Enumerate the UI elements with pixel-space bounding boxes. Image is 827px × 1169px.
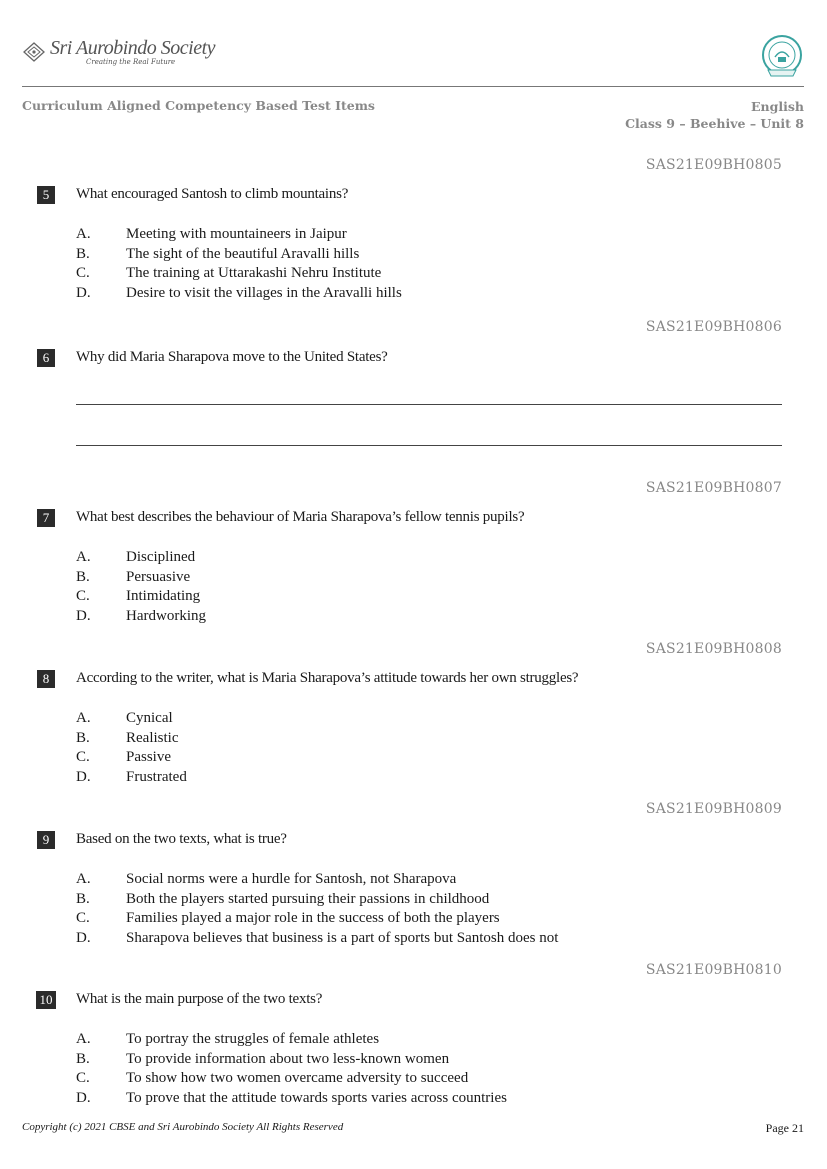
option-a: A. Disciplined bbox=[76, 549, 196, 565]
document-series-title: Curriculum Aligned Competency Based Test Items bbox=[22, 98, 375, 113]
copyright-notice: Copyright (c) 2021 CBSE and Sri Aurobindo Society All Rights Reserved bbox=[22, 1121, 344, 1133]
option-a: A. To portray the struggles of female athletes bbox=[76, 1031, 380, 1047]
cbse-seal-icon bbox=[760, 34, 804, 78]
option-b: B. Both the players started pursuing their passions in childhood bbox=[76, 890, 490, 907]
question-text: What is the main purpose of the two texts? bbox=[76, 991, 323, 1007]
option-d: D. Sharapova believes that business is a part of sports but Santosh does not bbox=[76, 929, 559, 946]
item-code: SAS21E09BH0808 bbox=[645, 641, 782, 657]
question-text: Why did Maria Sharapova move to the United States? bbox=[76, 349, 388, 365]
question-number: 6 bbox=[37, 349, 55, 367]
item-code: SAS21E09BH0805 bbox=[645, 157, 782, 173]
question-number: 7 bbox=[37, 509, 55, 527]
question-number: 5 bbox=[37, 186, 55, 204]
option-a: A. Meeting with mountaineers in Jaipur bbox=[76, 226, 347, 242]
subject-label: English bbox=[751, 99, 804, 114]
answer-line[interactable] bbox=[76, 445, 782, 446]
option-c: C. Families played a major role in the success of both the players bbox=[76, 910, 500, 926]
item-code: SAS21E09BH0809 bbox=[645, 801, 782, 817]
question-text: What encouraged Santosh to climb mountains? bbox=[76, 186, 349, 202]
option-b: B. Realistic bbox=[76, 729, 179, 746]
answer-line[interactable] bbox=[76, 404, 782, 405]
question-text: According to the writer, what is Maria Sharapova’s attitude towards her own struggles? bbox=[76, 670, 579, 686]
item-code: SAS21E09BH0810 bbox=[645, 962, 782, 978]
option-d: D. Desire to visit the villages in the Aravalli hills bbox=[76, 284, 402, 301]
option-d: D. Frustrated bbox=[76, 768, 187, 785]
option-c: C. Intimidating bbox=[76, 588, 201, 604]
option-b: B. To provide information about two less-known women bbox=[76, 1050, 450, 1067]
header-rule bbox=[22, 86, 804, 87]
option-b: B. The sight of the beautiful Aravalli hills bbox=[76, 245, 360, 262]
question-text: Based on the two texts, what is true? bbox=[76, 831, 287, 847]
question-text: What best describes the behaviour of Maria Sharapova’s fellow tennis pupils? bbox=[76, 509, 525, 525]
class-unit-label: Class 9 – Beehive – Unit 8 bbox=[625, 116, 804, 131]
subject-info bbox=[625, 98, 804, 132]
option-c: C. The training at Uttarakashi Nehru Institute bbox=[76, 265, 382, 281]
logo-tagline: Creating the Real Future bbox=[86, 57, 176, 66]
question-number: 8 bbox=[37, 670, 55, 688]
option-c: C. Passive bbox=[76, 749, 171, 765]
question-number: 9 bbox=[37, 831, 55, 849]
option-a: A. Cynical bbox=[76, 710, 173, 726]
logo-wordmark: Sri Aurobindo Society bbox=[50, 36, 216, 59]
item-code: SAS21E09BH0806 bbox=[645, 319, 782, 335]
cbse-seal-logo bbox=[760, 34, 804, 78]
page-number: Page 21 bbox=[765, 1121, 804, 1135]
option-c: C. To show how two women overcame adversity to succeed bbox=[76, 1070, 469, 1086]
option-d: D. To prove that the attitude towards sports varies across countries bbox=[76, 1089, 507, 1106]
option-d: D. Hardworking bbox=[76, 607, 206, 624]
sri-aurobindo-society-logo bbox=[22, 36, 215, 68]
item-code: SAS21E09BH0807 bbox=[645, 480, 782, 496]
option-a: A. Social norms were a hurdle for Santosh, not Sharapova bbox=[76, 871, 457, 887]
option-b: B. Persuasive bbox=[76, 568, 191, 585]
lotus-emblem-icon bbox=[22, 41, 46, 63]
question-number: 10 bbox=[36, 991, 56, 1009]
